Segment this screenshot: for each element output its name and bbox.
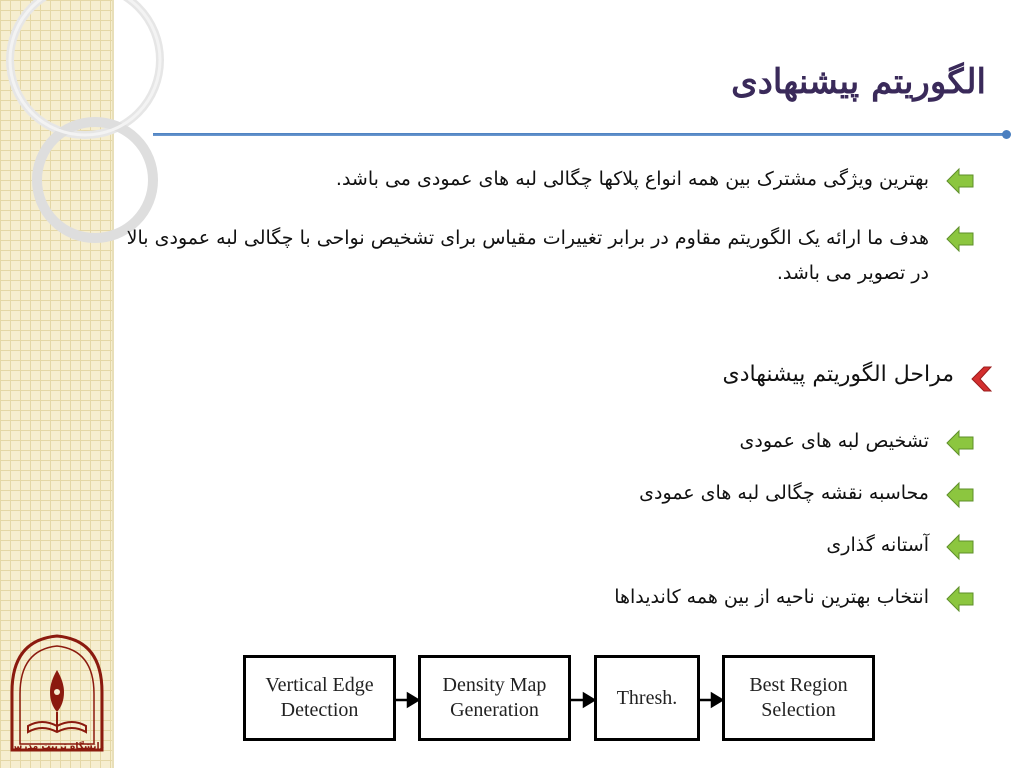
flow-box-line: Vertical Edge <box>265 674 374 696</box>
sidebar-edge <box>112 0 114 768</box>
step-3: آستانه گذاری <box>826 534 929 556</box>
bullet-text-2: هدف ما ارائه یک الگوریتم مقاوم در برابر تغییرات مقیاس برای تشخیص نواحی با چگالی لبه عمودی بالا در تصویر می باشد. <box>126 227 929 284</box>
flow-arrows <box>240 655 880 745</box>
flow-box-line: Density Map <box>442 674 547 696</box>
green-arrow-left-icon <box>945 166 975 196</box>
title-underline-dot <box>1002 130 1011 139</box>
flow-box-line: Generation <box>450 699 539 721</box>
step-2: محاسبه نقشه چگالی لبه های عمودی <box>639 482 929 504</box>
green-arrow-left-icon <box>945 480 975 510</box>
flow-box-line: Best Region <box>749 674 848 696</box>
green-arrow-left-icon <box>945 532 975 562</box>
green-arrow-left-icon <box>945 584 975 614</box>
step-1: تشخیص لبه های عمودی <box>739 430 929 452</box>
green-arrow-left-icon <box>945 224 975 254</box>
step-4: انتخاب بهترین ناحیه از بین همه کاندیداها <box>614 586 929 608</box>
flow-box-line: Selection <box>761 699 836 721</box>
flow-box-line: Thresh. <box>616 686 678 709</box>
title-underline <box>153 133 1005 136</box>
flow-box-line: Detection <box>280 699 359 721</box>
red-chevron-left-icon <box>970 366 992 392</box>
university-logo <box>6 632 108 758</box>
section-heading: مراحل الگوریتم پیشنهادی <box>722 362 954 387</box>
slide-title: الگوریتم پیشنهادی <box>731 62 986 102</box>
logo-caption: دانشگاه تربیت مدرس <box>9 742 105 752</box>
bullet-text-1: بهترین ویژگی مشترک بین همه انواع پلاکها چگالی لبه های عمودی می باشد. <box>335 168 929 190</box>
green-arrow-left-icon <box>945 428 975 458</box>
